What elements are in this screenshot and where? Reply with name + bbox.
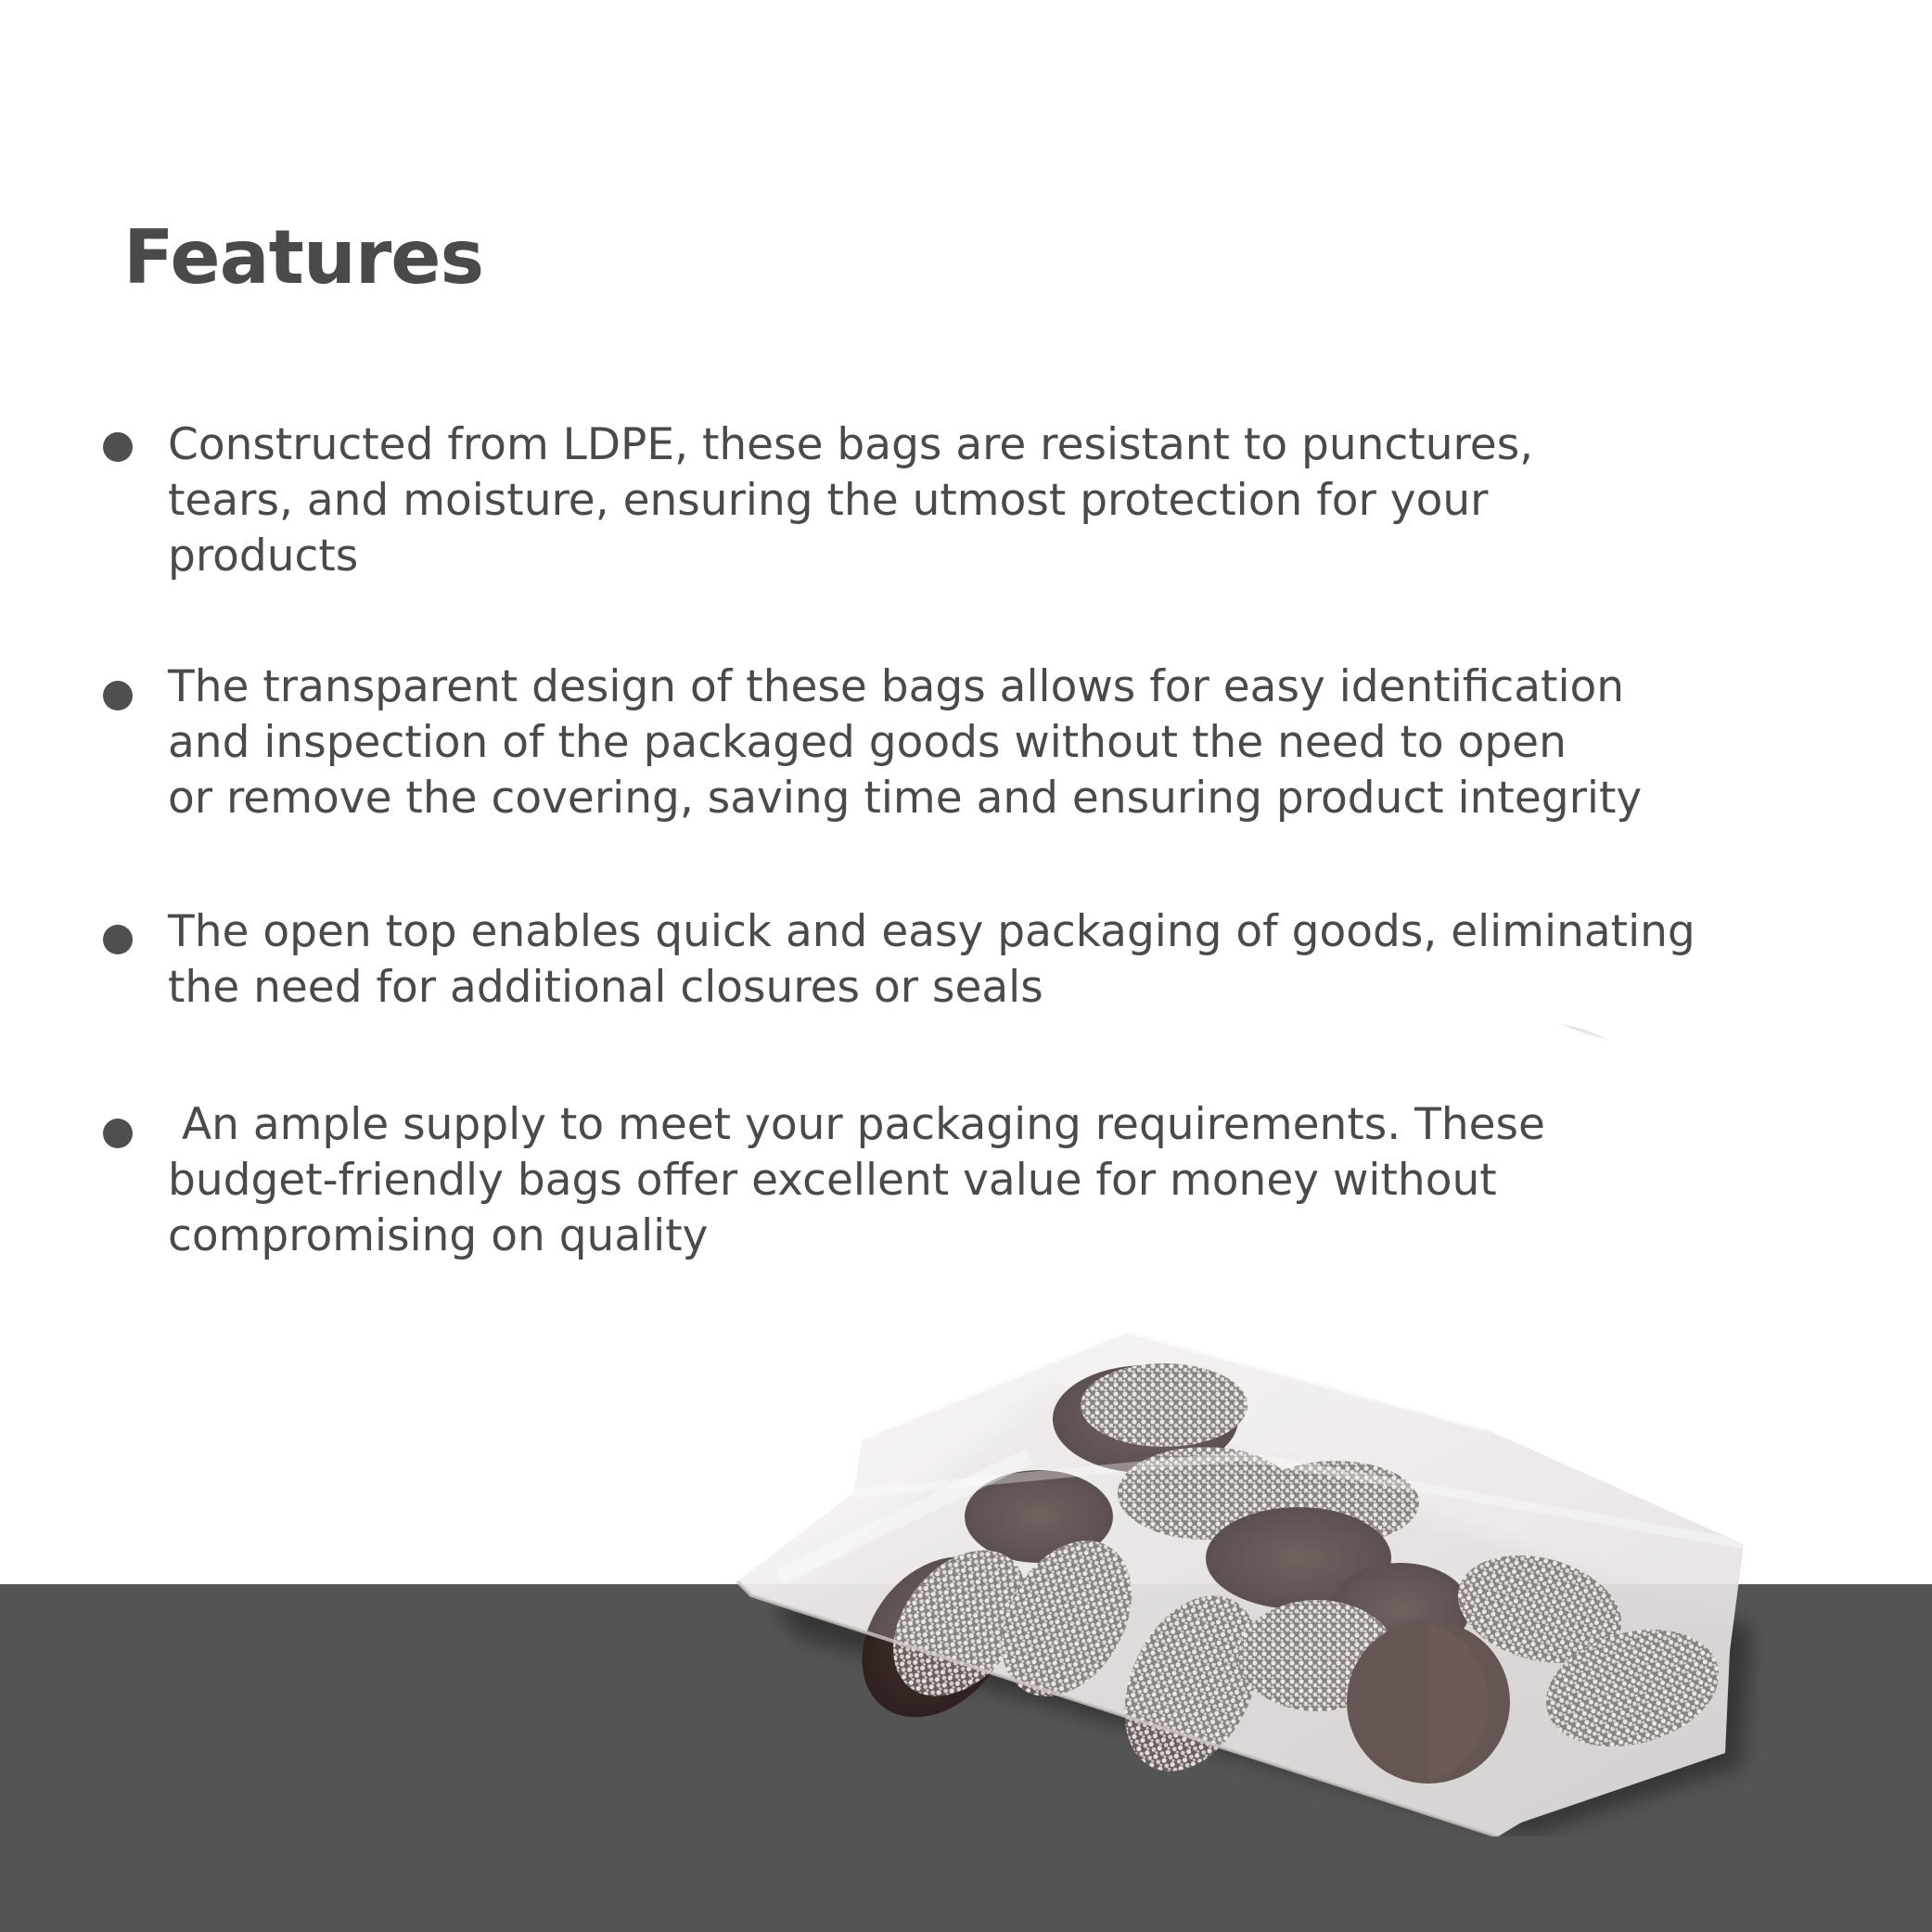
page-title: Features xyxy=(123,214,484,301)
bullet-icon xyxy=(103,925,133,954)
product-bag-image xyxy=(723,1317,1762,1836)
bullet-icon xyxy=(103,681,133,710)
bullet-icon xyxy=(103,1119,133,1148)
streak-mark xyxy=(1558,1020,1614,1044)
feature-text-1: Constructed from LDPE, these bags are resistant to punctures, tears, and moisture, ensuring the utmost protection for your products xyxy=(168,419,1534,582)
feature-text-4: An ample supply to meet your packaging requirements. These budget-friendly bags offer excellent value for money without compromising on quality xyxy=(168,1099,1545,1261)
bullet-icon xyxy=(103,432,133,462)
feature-text-3: The open top enables quick and easy packaging of goods, eliminating the need for additional closures or seals xyxy=(168,906,1695,1013)
feature-text-2: The transparent design of these bags allows for easy identification and inspection of the packaged goods without the need to open or remove the covering, saving time and ensuring product integrity xyxy=(168,661,1643,824)
